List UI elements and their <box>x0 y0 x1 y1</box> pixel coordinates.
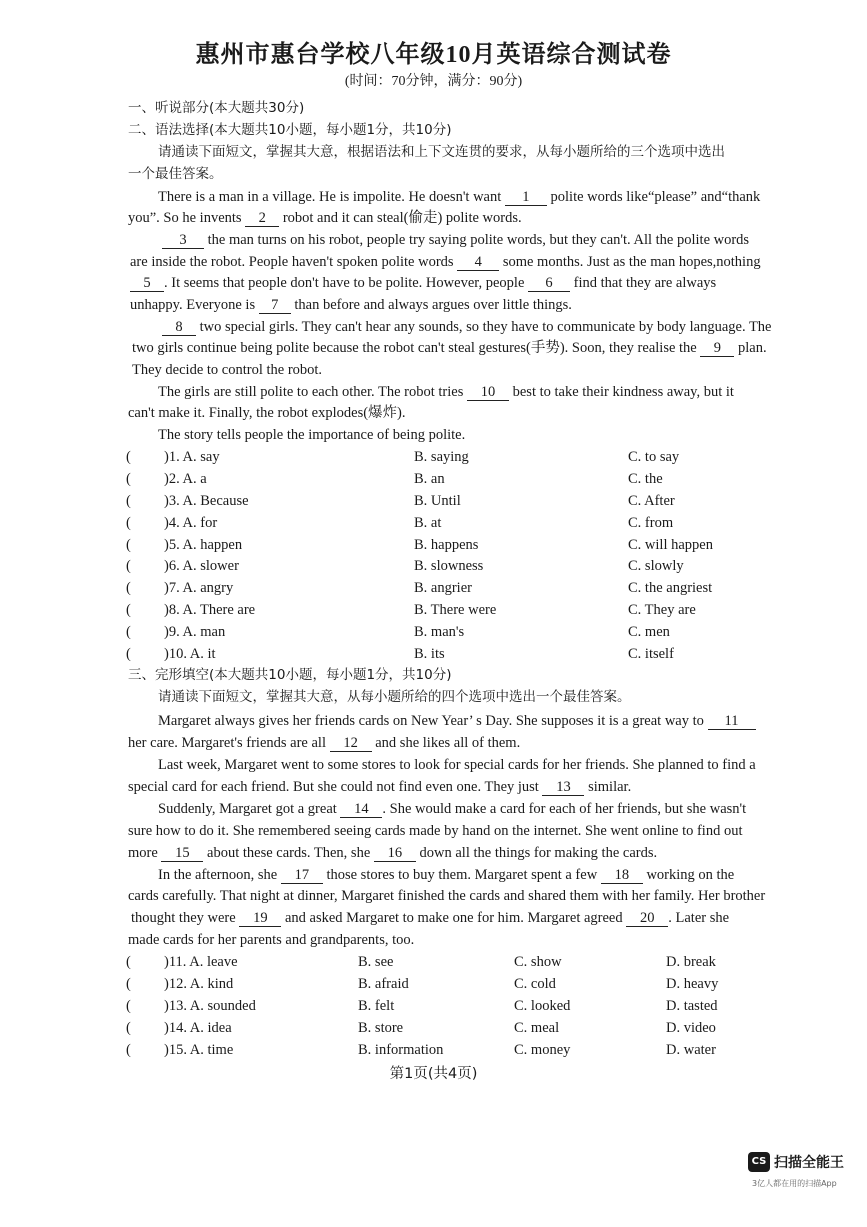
answer-blank: 17 <box>281 867 323 884</box>
question-row: ( )2. A. a B. an C. the <box>126 471 663 487</box>
answer-blank: 18 <box>601 867 643 884</box>
scanner-app-name: 扫描全能王 <box>774 1155 844 1171</box>
passage2-line: sure how to do it. She remembered seeing cards made by hand on the internet. She went online to find out <box>128 823 743 839</box>
question-row: ( )15. A. time B. information C. money D. water <box>126 1042 716 1058</box>
passage1-line: 3 the man turns on his robot, people try saying polite words, but they can't. All the polite words <box>162 230 822 250</box>
question-row: ( )5. A. happen B. happens C. will happen <box>126 537 713 553</box>
passage2-line: thought they were 19 and asked Margaret to make one for him. Margaret agreed 20 . Later she <box>131 910 730 926</box>
answer-blank: 11 <box>708 713 756 730</box>
question-row: ( )8. A. There are B. There were C. They are <box>126 602 696 618</box>
passage2-line: Margaret always gives her friends cards on New Year’ s Day. She supposes it is a great way to 11 <box>158 711 818 731</box>
answer-blank: 14 <box>340 801 382 818</box>
page-title: 惠州市惠台学校八年级10月英语综合测试卷 <box>195 42 672 68</box>
answer-blank: 3 <box>162 232 204 249</box>
question-row: ( )3. A. Because B. Until C. After <box>126 493 675 509</box>
passage1-line: The story tells people the importance of being polite. <box>158 427 466 443</box>
answer-blank: 16 <box>374 845 416 862</box>
exam-time-info: (时间：70分钟，满分：90分) <box>344 74 523 89</box>
section-listening-heading: 一、听说部分(本大题共30分) <box>128 100 305 116</box>
scanner-logo-icon: CS <box>748 1152 770 1172</box>
answer-blank: 6 <box>528 275 570 292</box>
question-row: ( )7. A. angry B. angrier C. the angriest <box>126 580 713 596</box>
question-row: ( )9. A. man B. man's C. men <box>126 624 670 640</box>
passage1-line: 5 . It seems that people don't have to be polite. However, people 6 find that they are always <box>130 273 820 293</box>
question-row: ( )4. A. for B. at C. from <box>126 515 674 531</box>
answer-blank: 7 <box>259 297 291 314</box>
section-grammar-heading: 二、语法选择(本大题共10小题，每小题1分，共10分) <box>128 122 452 138</box>
answer-blank: 10 <box>467 384 509 401</box>
passage2-line: her care. Margaret's friends are all 12 and she likes all of them. <box>128 735 521 751</box>
question-row: ( )11. A. leave B. see C. show D. break <box>126 954 716 970</box>
cloze-instructions: 请通读下面短文，掌握其大意，从每小题所给的四个选项中选出一个最佳答案。 <box>158 689 631 705</box>
passage2-line: Last week, Margaret went to some stores to look for special cards for her friends. She planned to find a <box>158 757 756 773</box>
answer-blank: 4 <box>457 254 499 271</box>
passage2-line: Suddenly, Margaret got a great 14 . She would make a card for each of her friends, but she wasn't <box>158 801 747 817</box>
answer-blank: 8 <box>162 319 196 336</box>
answer-blank: 5 <box>130 275 164 292</box>
passage2-line: cards carefully. That night at dinner, Margaret finished the cards and shared them with her family. Her brother <box>128 888 766 904</box>
answer-blank: 19 <box>239 910 281 927</box>
passage1-line: two girls continue being polite because the robot can't steal gestures(手势). Soon, they realise the 9 plan. <box>132 340 767 356</box>
passage1-line: you”. So he invents 2 robot and it can steal(偷走) polite words. <box>128 210 522 226</box>
passage1-line: are inside the robot. People haven't spoken polite words 4 some months. Just as the man hopes,nothing <box>130 254 761 270</box>
answer-blank: 1 <box>505 189 547 206</box>
passage1-line: The girls are still polite to each other. The robot tries 10 best to take their kindness away, but it <box>158 384 734 400</box>
passage2-line: more 15 about these cards. Then, she 16 down all the things for making the cards. <box>128 845 658 861</box>
question-row: ( )14. A. idea B. store C. meal D. video <box>126 1020 716 1036</box>
passage1-line: They decide to control the robot. <box>132 362 323 378</box>
answer-blank: 13 <box>542 779 584 796</box>
passage2-line: special card for each friend. But she could not find even one. They just 13 similar. <box>128 779 632 795</box>
scanner-tagline: 3亿人都在用的扫描App <box>752 1179 837 1188</box>
question-row: ( )6. A. slower B. slowness C. slowly <box>126 558 684 574</box>
answer-blank: 9 <box>700 340 734 357</box>
answer-blank: 15 <box>161 845 203 862</box>
answer-blank: 20 <box>626 910 668 927</box>
passage1-line: There is a man in a village. He is impolite. He doesn't want 1 polite words like“please” and“thank <box>158 189 761 205</box>
answer-blank: 2 <box>245 210 279 227</box>
answer-blank: 12 <box>330 735 372 752</box>
grammar-instructions: 请通读下面短文，掌握其大意，根据语法和上下文连贯的要求，从每小题所给的三个选项中选出 <box>158 144 725 160</box>
question-row: ( )1. A. say B. saying C. to say <box>126 449 680 465</box>
question-row: ( )13. A. sounded B. felt C. looked D. tasted <box>126 998 718 1014</box>
passage1-line: 8 two special girls. They can't hear any sounds, so they have to communicate by body language. The <box>162 317 822 337</box>
scanner-watermark <box>748 1150 858 1210</box>
section-cloze-heading: 三、完形填空(本大题共10小题，每小题1分，共10分) <box>128 667 452 683</box>
grammar-instructions-cont: 一个最佳答案。 <box>128 166 223 182</box>
passage1-line: can't make it. Finally, the robot explodes(爆炸). <box>128 405 406 421</box>
question-row: ( )12. A. kind B. afraid C. cold D. heavy <box>126 976 719 992</box>
passage1-line: unhappy. Everyone is 7 than before and always argues over little things. <box>130 297 572 313</box>
passage2-line: In the afternoon, she 17 those stores to buy them. Margaret spent a few 18 working on the <box>158 867 735 883</box>
question-row: ( )10. A. it B. its C. itself <box>126 646 674 662</box>
page-number: 第1页(共4页) <box>389 1066 478 1082</box>
passage2-line: made cards for her parents and grandparents, too. <box>128 932 415 948</box>
